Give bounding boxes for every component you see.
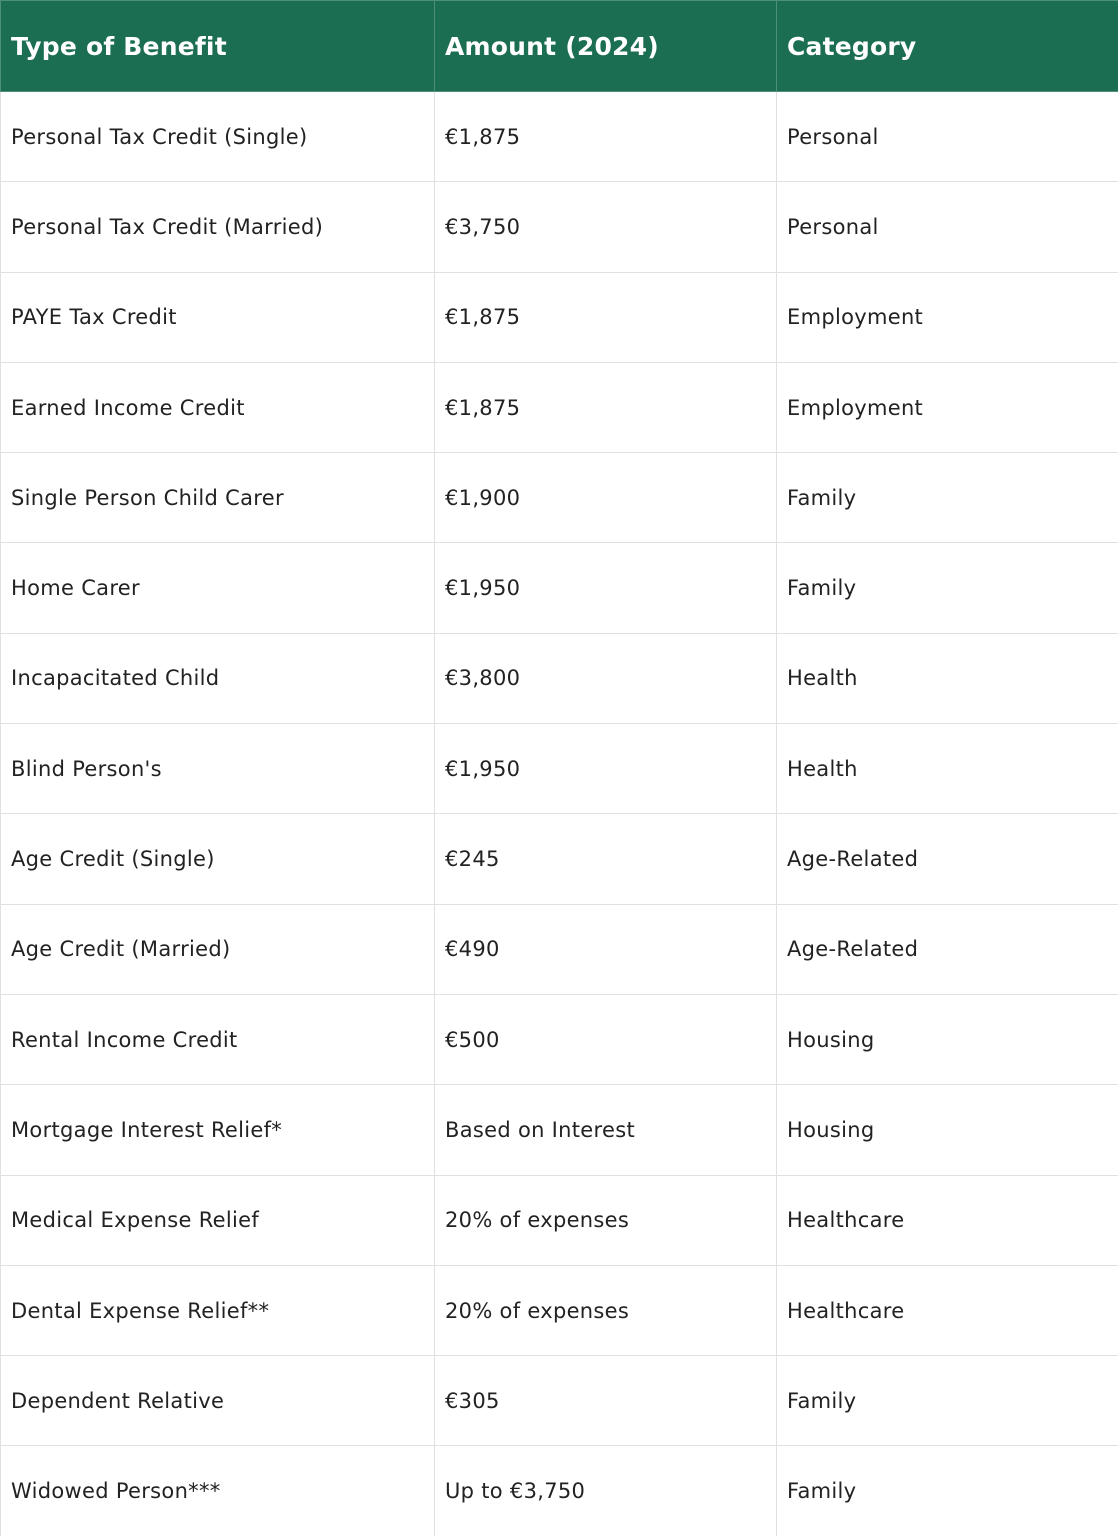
header-row	[1, 1, 1118, 92]
category-cell: Family	[777, 453, 1118, 543]
table-row	[1, 1085, 1118, 1175]
table-row	[1, 904, 1118, 994]
benefit-cell: Rental Income Credit	[1, 994, 435, 1084]
amount-cell: Up to €3,750	[435, 1446, 777, 1536]
header-type-of-benefit: Type of Benefit	[1, 1, 435, 92]
table-row	[1, 272, 1118, 362]
table-body	[1, 92, 1118, 1536]
benefit-cell: Incapacitated Child	[1, 633, 435, 723]
table-row	[1, 182, 1118, 272]
category-cell: Employment	[777, 272, 1118, 362]
table-row	[1, 453, 1118, 543]
table-row	[1, 724, 1118, 814]
benefit-cell: Earned Income Credit	[1, 362, 435, 452]
category-cell: Personal	[777, 92, 1118, 182]
category-cell: Personal	[777, 182, 1118, 272]
amount-cell: €3,800	[435, 633, 777, 723]
table-row	[1, 633, 1118, 723]
table-row	[1, 362, 1118, 452]
benefit-cell: Mortgage Interest Relief*	[1, 1085, 435, 1175]
category-cell: Health	[777, 724, 1118, 814]
amount-cell: Based on Interest	[435, 1085, 777, 1175]
amount-cell: 20% of expenses	[435, 1175, 777, 1265]
table-row	[1, 1175, 1118, 1265]
category-cell: Housing	[777, 1085, 1118, 1175]
table-row	[1, 1446, 1118, 1536]
benefit-cell: Dependent Relative	[1, 1356, 435, 1446]
table-row	[1, 1356, 1118, 1446]
category-cell: Family	[777, 1446, 1118, 1536]
amount-cell: €1,900	[435, 453, 777, 543]
amount-cell: €3,750	[435, 182, 777, 272]
benefit-cell: Age Credit (Married)	[1, 904, 435, 994]
amount-cell: €490	[435, 904, 777, 994]
benefit-cell: Personal Tax Credit (Married)	[1, 182, 435, 272]
table-row	[1, 994, 1118, 1084]
amount-cell: €1,950	[435, 724, 777, 814]
category-cell: Age-Related	[777, 904, 1118, 994]
benefit-cell: Medical Expense Relief	[1, 1175, 435, 1265]
header-amount: Amount (2024)	[435, 1, 777, 92]
benefit-cell: Blind Person's	[1, 724, 435, 814]
amount-cell: €1,875	[435, 272, 777, 362]
amount-cell: €245	[435, 814, 777, 904]
table-header	[1, 1, 1118, 92]
benefit-cell: Single Person Child Carer	[1, 453, 435, 543]
amount-cell: €1,950	[435, 543, 777, 633]
category-cell: Age-Related	[777, 814, 1118, 904]
category-cell: Family	[777, 1356, 1118, 1446]
table-row	[1, 1265, 1118, 1355]
benefit-cell: Personal Tax Credit (Single)	[1, 92, 435, 182]
category-cell: Family	[777, 543, 1118, 633]
amount-cell: €305	[435, 1356, 777, 1446]
benefit-cell: PAYE Tax Credit	[1, 272, 435, 362]
category-cell: Housing	[777, 994, 1118, 1084]
benefit-cell: Home Carer	[1, 543, 435, 633]
benefit-cell: Age Credit (Single)	[1, 814, 435, 904]
table-row	[1, 543, 1118, 633]
table-row	[1, 92, 1118, 182]
category-cell: Healthcare	[777, 1265, 1118, 1355]
amount-cell: €500	[435, 994, 777, 1084]
benefit-cell: Widowed Person***	[1, 1446, 435, 1536]
category-cell: Employment	[777, 362, 1118, 452]
amount-cell: 20% of expenses	[435, 1265, 777, 1355]
benefit-cell: Dental Expense Relief**	[1, 1265, 435, 1355]
category-cell: Health	[777, 633, 1118, 723]
header-category: Category	[777, 1, 1118, 92]
amount-cell: €1,875	[435, 92, 777, 182]
category-cell: Healthcare	[777, 1175, 1118, 1265]
table-row	[1, 814, 1118, 904]
amount-cell: €1,875	[435, 362, 777, 452]
